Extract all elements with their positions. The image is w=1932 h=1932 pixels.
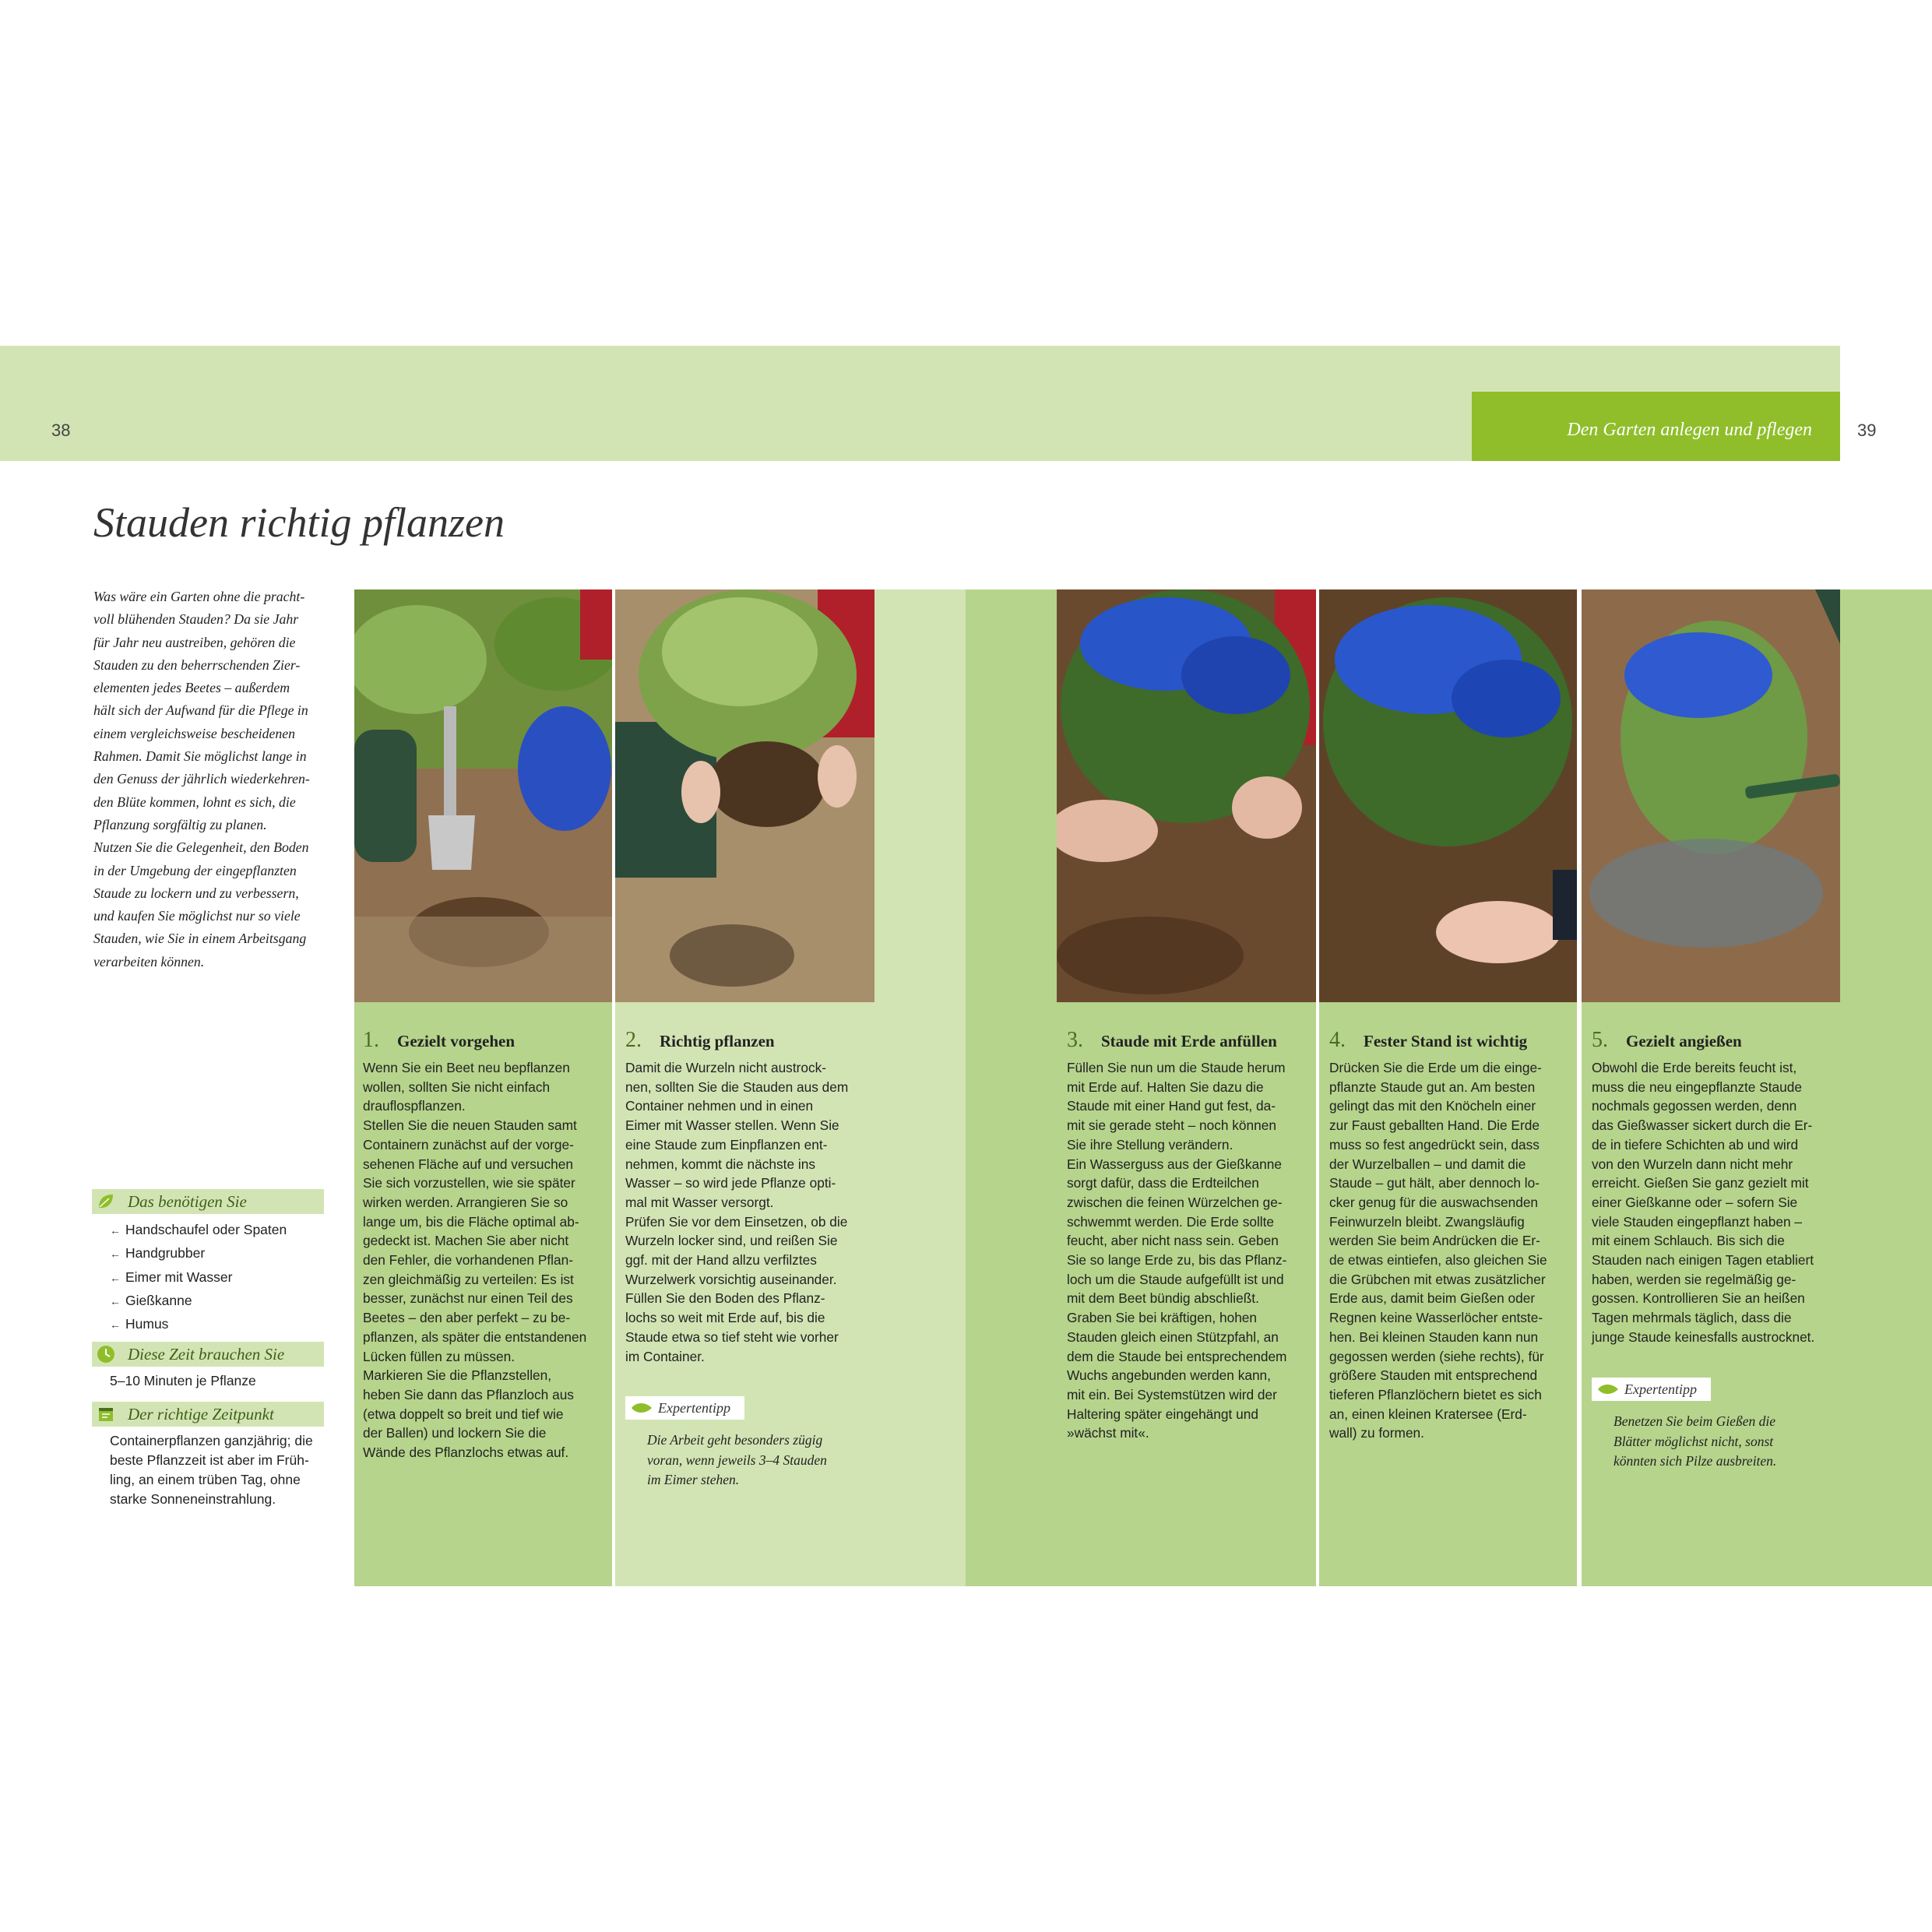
step-title: Gezielt vorgehen [397,1032,516,1050]
chapter-label: Den Garten anlegen und pflegen [1567,420,1812,440]
timing-heading-box [92,1402,324,1427]
step-number: 3. [1067,1028,1083,1052]
page-number-left: 38 [51,421,71,440]
time-heading-box [92,1342,324,1367]
intro-text: Was wäre ein Garten ohne die pracht- voll blühenden Stauden? Da sie Jahr für Jahr neu austreiben, gehören die Stauden zu den beherrschenden Zier- elementen jedes Beetes – außerdem hält sich der Aufwand für die Pflege in einem vergleichsweise bescheidenen Rahmen. Damit Sie möglichst lange in den Genuss der jährlich wiederkehren- den Blüte kommen, lohnt es sich, die Pflanzung sorgfältig zu planen. Nutzen Sie die Gelegenheit, den Boden in der Umgebung der eingepflanzten Staude zu lockern und zu verbessern, und kaufen Sie möglichst nur so viele Stauden, wie Sie in einem Arbeitsgang verarbeiten können. [93,589,310,970]
step-number: 4. [1329,1028,1346,1052]
list-item: ← Handgrubber [110,1242,287,1265]
expert-tip-2 [625,1396,868,1490]
step-body: Füllen Sie nun um die Staude herum mit Erde auf. Halten Sie dazu die Staude mit einer Hand gut fest, da- mit sie gerade steht – noch können Sie ihre Stellung verändern. Ein Wasserguss aus der Gießkanne sorgt dafür, dass die Erdteilchen zwischen die feinen Würzelchen ge- schwemmt werden. Die Erde sollte feucht, aber nicht nass sein. Geben Sie so lange Erde zu, bis das Pflanz- loch um die Staude aufgefüllt ist und mit dem Beet bündig abschließt. Graben Sie bei kräftigen, hohen Stauden gleich einen Stützpfahl, an dem die Staude bei entsprechendem Wuchs angebunden werden kann, mit ein. Bei Systemstützen wird der Haltering später eingehängt und »wächst mit«. [1067,1060,1287,1441]
leaf-arrow-icon [1596,1383,1620,1395]
step-3 [1067,1028,1310,1443]
expert-tip-text: Die Arbeit geht besonders zügig voran, wenn jeweils 3–4 Stauden im Eimer stehen. [647,1432,827,1487]
calendar-icon [97,1405,115,1423]
step-title: Gezielt angießen [1626,1032,1742,1050]
needs-heading: Das benötigen Sie [128,1192,247,1211]
step-body: Drücken Sie die Erde um die einge- pflanzte Staude gut an. Am besten gelingt das mit den Knöcheln einer zur Faust geballten Hand. Die Erde muss so fest angedrückt sein, dass der Wurzelballen – und damit die Staude – gut hält, aber dennoch lo- cker genug für die auswachsenden Feinwurzeln bleibt. Zwangsläufig werden Sie beim Andrücken die Er- de etwas eintiefen, also gleichen Sie die Grübchen mit etwas zusätzlicher Erde aus, damit beim Gießen oder Regnen keine Wasserlöcher entste- hen. Bei kleinen Stauden kann nun gegossen werden (siehe rechts), für größere Stauden mit entsprechend tieferen Pflanzlöchern bietet es sich an, einen kleinen Kratersee (Erd- wall) zu formen. [1329,1060,1547,1441]
clock-icon [97,1345,115,1364]
step-title: Richtig pflanzen [660,1032,775,1050]
step-2 [625,1028,868,1366]
step-4 [1329,1028,1572,1443]
timing-heading: Der richtige Zeitpunkt [128,1405,274,1423]
step-body: Damit die Wurzeln nicht austrock- nen, sollten Sie die Stauden aus dem Container nehmen und in einen Eimer mit Wasser stellen. Wenn Sie eine Staude zum Einpflanzen ent- nehmen, kommt die nächste ins Wasser – so wird jede Pflanze opti- mal mit Wasser versorgt. Prüfen Sie vor dem Einsetzen, ob die Wurzeln locker sind, und reißen Sie ggf. mit der Hand allzu verfilztes Wurzelwerk vorsichtig auseinander. Füllen Sie den Boden des Pflanz- lochs so weit mit Erde auf, bis die Staude etwa so tief steht wie vorher im Container. [625,1060,849,1364]
photo-rootball [615,589,875,1002]
step-title: Fester Stand ist wichtig [1364,1032,1528,1050]
list-item: ← Humus [110,1313,287,1336]
step-body: Wenn Sie ein Beet neu bepflanzen wollen, sollten Sie nicht einfach drauflospflanzen. Stellen Sie die neuen Stauden samt Containern zunächst auf der vorge- sehenen Fläche auf und versuchen Sie sich vorzustellen, wie sie später wirken werden. Arrangieren Sie so lange um, bis die Fläche optimal ab- gedeckt ist. Machen Sie aber nicht den Fehler, die vorhandenen Pflan- zen gleichmäßig zu verteilen: Es ist besser, zunächst nur einen Teil des Beetes – den aber perfekt – zu be- pflanzen, als später die entstandenen Lücken füllen zu müssen. Markieren Sie die Pflanzstellen, heben Sie dann das Pflanzloch aus (etwa doppelt so breit und tief wie der Ballen) und lockern Sie die Wände des Pflanzlochs etwas auf. [363,1060,587,1461]
timing-text: Containerpflanzen ganzjährig; die beste Pflanzzeit ist aber im Früh- ling, an einem trüben Tag, ohne starke Sonneneinstrahlung. [110,1433,313,1507]
list-item: ← Gießkanne [110,1290,287,1313]
step-1 [363,1028,606,1462]
time-heading: Diese Zeit brauchen Sie [128,1345,285,1364]
expert-tip-label: Expertentipp [625,1396,744,1420]
photo-digging-hole [354,589,612,1002]
step-title: Staude mit Erde anfüllen [1101,1032,1277,1050]
photo-filling-soil [1057,589,1316,1002]
step-5 [1592,1028,1835,1347]
step-number: 1. [363,1028,379,1052]
photo-watering [1582,589,1840,1002]
step-body: Obwohl die Erde bereits feucht ist, muss die neu eingepflanzte Staude nochmals gegossen werden, denn das Gießwasser sickert durch die Er- de in tiefere Schichten ab und wird von den Wurzeln dann nicht mehr erreicht. Gießen Sie ganz gezielt mit einer Gießkanne oder – sofern Sie viele Stauden eingepflanzt haben – mit einem Schlauch. Bis sich die Stauden nach einigen Tagen etabliert haben, werden sie regelmäßig ge- gossen. Kontrollieren Sie an heißen Tagen mehrmals täglich, dass die junge Staude keinesfalls austrocknet. [1592,1060,1815,1345]
expert-tip-text: Benetzen Sie beim Gießen die Blätter möglichst nicht, sonst könnten sich Pilze ausbreiten. [1614,1413,1777,1469]
expert-tip-label: Expertentipp [1592,1378,1711,1401]
time-text: 5–10 Minuten je Pflanze [110,1373,256,1388]
step-number: 2. [625,1028,642,1052]
page-title: Stauden richtig pflanzen [93,499,505,546]
needs-heading-box [92,1189,324,1214]
chapter-label-box [1472,392,1840,461]
list-item: ← Handschaufel oder Spaten [110,1219,287,1242]
leaf-arrow-icon [630,1402,653,1414]
list-item: ← Eimer mit Wasser [110,1266,287,1290]
page-number-right: 39 [1857,421,1877,440]
step-number: 5. [1592,1028,1608,1052]
needs-list [110,1219,287,1336]
leaf-icon [97,1192,115,1211]
expert-tip-5 [1592,1378,1835,1472]
photo-pressing-soil [1319,589,1577,1002]
